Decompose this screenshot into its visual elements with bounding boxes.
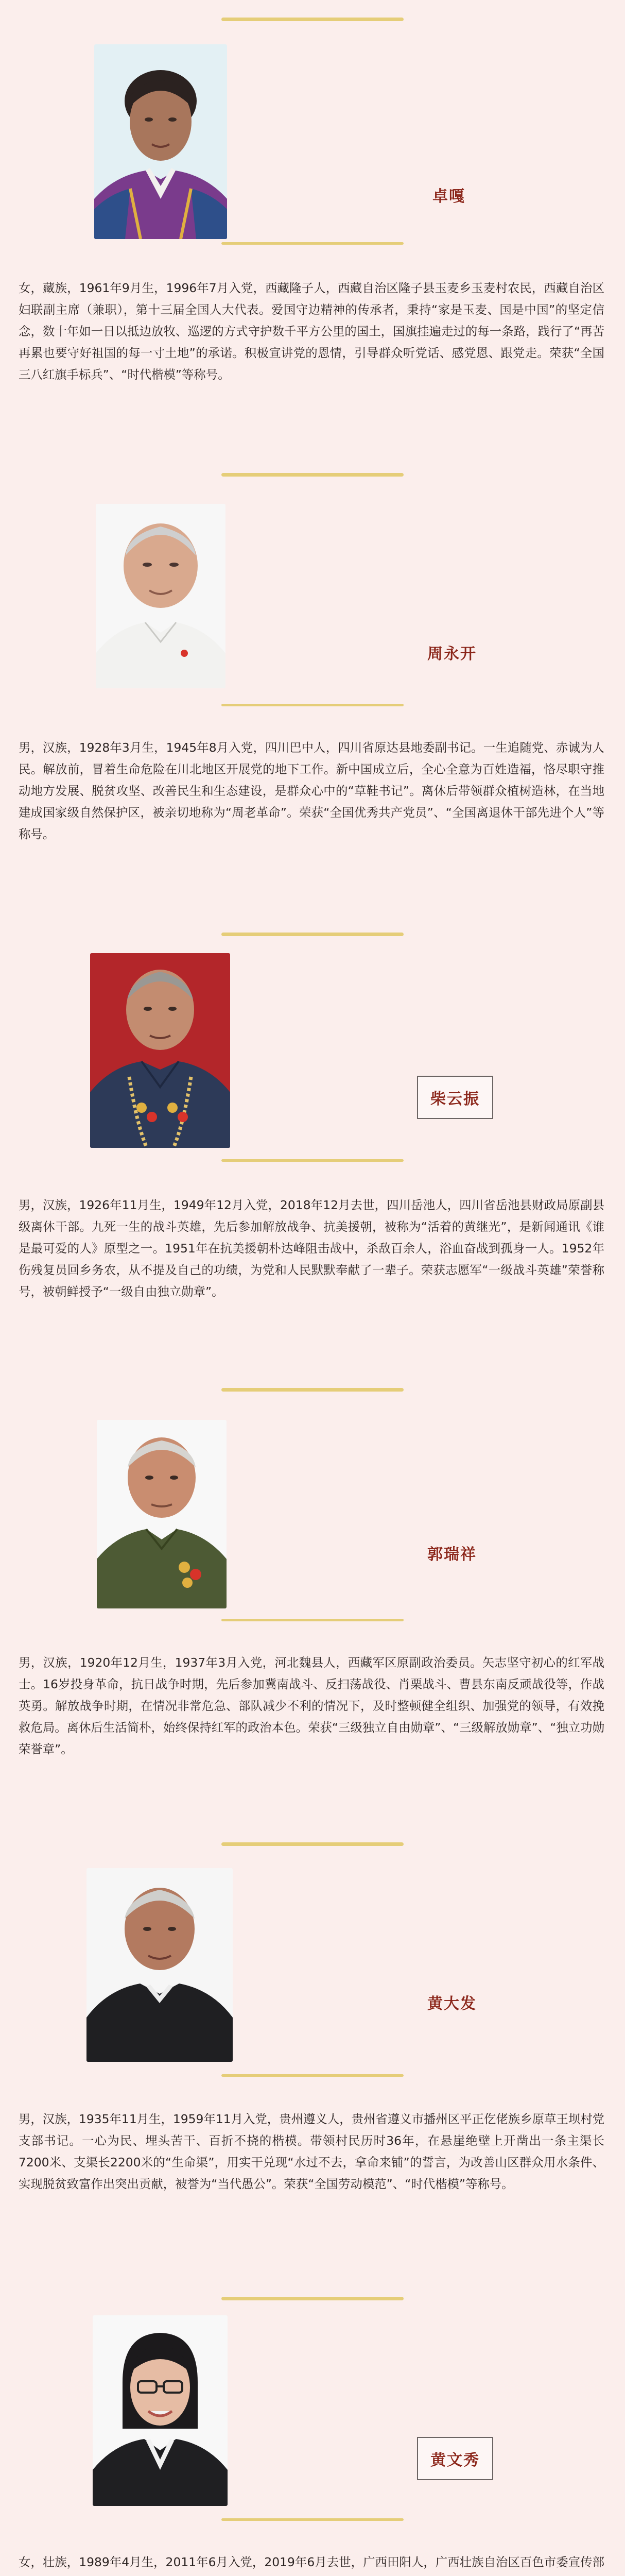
honoree-name: 周永开 bbox=[427, 645, 477, 663]
honoree-bio: 男，汉族，1928年3月生，1945年8月入党，四川巴中人，四川省原达县地委副书记。一生追随党、赤诚为人民。解放前，冒着生命危险在川北地区开展党的地下工作。新中国成立后，全心全意为百姓造福，恪尽职守推动地方发展、脱贫攻坚、改善民生和生态建设，是群众心中的“草鞋书记”。离休后带领群众植树造林，在当地建成国家级自然保护区，被亲切地称为“周老革命”。荣获“全国优秀共产党员”、“全国离退休干部先进个人”等称号。 bbox=[19, 740, 604, 841]
honoree-name: 黄大发 bbox=[427, 1995, 477, 2013]
section-divider bbox=[221, 704, 404, 706]
portrait-photo bbox=[86, 1868, 233, 2062]
portrait-photo bbox=[97, 1420, 227, 1608]
section-divider bbox=[221, 242, 404, 245]
portrait-photo bbox=[93, 2315, 228, 2506]
portrait-photo bbox=[90, 953, 230, 1148]
honoree-bio: 女，藏族，1961年9月生，1996年7月入党，西藏隆子人，西藏自治区隆子县玉麦乡玉麦村农民，西藏自治区妇联副主席（兼职），第十三届全国人大代表。爱国守边精神的传承者，秉持“家是玉麦、国是中国”的坚定信念，数十年如一日以抵边放牧、巡逻的方式守护数千平方公里的国土，国旗挂遍走过的每一条路，践行了“再苦再累也要守好祖国的每一寸土地”的承诺。积极宣讲党的恩情，引导群众听党话、感党恩、跟党走。荣获“全国三八红旗手标兵”、“时代楷模”等称号。 bbox=[19, 281, 604, 382]
honoree-name: 郭瑞祥 bbox=[427, 1546, 477, 1564]
top-gold-rule bbox=[221, 18, 404, 21]
honoree-bio: 女，壮族，1989年4月生，2011年6月入党，2019年6月去世，广西田阳人，广西壮族自治区百色市委宣传部 bbox=[19, 2555, 604, 2569]
section-divider bbox=[221, 1619, 404, 1621]
section-divider bbox=[221, 1842, 404, 1846]
section-divider bbox=[221, 2518, 404, 2521]
portrait-photo bbox=[96, 504, 225, 688]
honoree-name: 柴云振 bbox=[417, 1076, 493, 1119]
section-divider bbox=[221, 933, 404, 936]
honoree-bio: 男，汉族，1920年12月生，1937年3月入党，河北魏县人，西藏军区原副政治委员。矢志坚守初心的红军战士。16岁投身革命，抗日战争时期，先后参加冀南战斗、反扫荡战役、肖栗战斗、曹县东南反顽战役等，作战英勇。解放战争时期，在情况非常危急、部队减少不利的情况下，及时整顿健全组织、加强党的领导，有效挽救危局。离休后生活简朴，始终保持红军的政治本色。荣获“三级独立自由勋章”、“三级解放勋章”、“独立功勋荣誉章”。 bbox=[19, 1655, 604, 1756]
honoree-name: 卓嘎 bbox=[432, 188, 465, 206]
section-divider bbox=[221, 473, 404, 477]
section-divider bbox=[221, 1159, 404, 1162]
section-divider bbox=[221, 1388, 404, 1392]
honoree-bio: 男，汉族，1926年11月生，1949年12月入党，2018年12月去世，四川岳池人，四川省岳池县财政局原副县级离休干部。九死一生的战斗英雄，先后参加解放战争、抗美援朝，被称为“活着的黄继光”，是新闻通讯《谁是最可爱的人》原型之一。1951年在抗美援朝朴达峰阻击战中，杀敌百余人，浴血奋战到孤身一人。1952年伤残复员回乡务农，从不提及自己的功绩，为党和人民默默奉献了一辈子。荣获志愿军“一级战斗英雄”荣誉称号，被朝鲜授予“一级自由独立勋章”。 bbox=[19, 1198, 604, 1299]
honoree-name: 黄文秀 bbox=[417, 2437, 493, 2480]
portrait-photo bbox=[94, 44, 227, 239]
honoree-bio: 男，汉族，1935年11月生，1959年11月入党，贵州遵义人，贵州省遵义市播州区平正仡佬族乡原草王坝村党支部书记。一心为民、埋头苦干、百折不挠的楷模。带领村民历时36年，在悬崖绝壁上开凿出一条主渠长7200米、支渠长2200米的“生命渠”，用实干兑现“水过不去，拿命来铺”的誓言，为改善山区群众用水条件、实现脱贫致富作出突出贡献，被誉为“当代愚公”。荣获“全国劳动模范”、“时代楷模”等称号。 bbox=[19, 2112, 604, 2191]
section-divider bbox=[221, 2074, 404, 2077]
section-divider bbox=[221, 2297, 404, 2300]
